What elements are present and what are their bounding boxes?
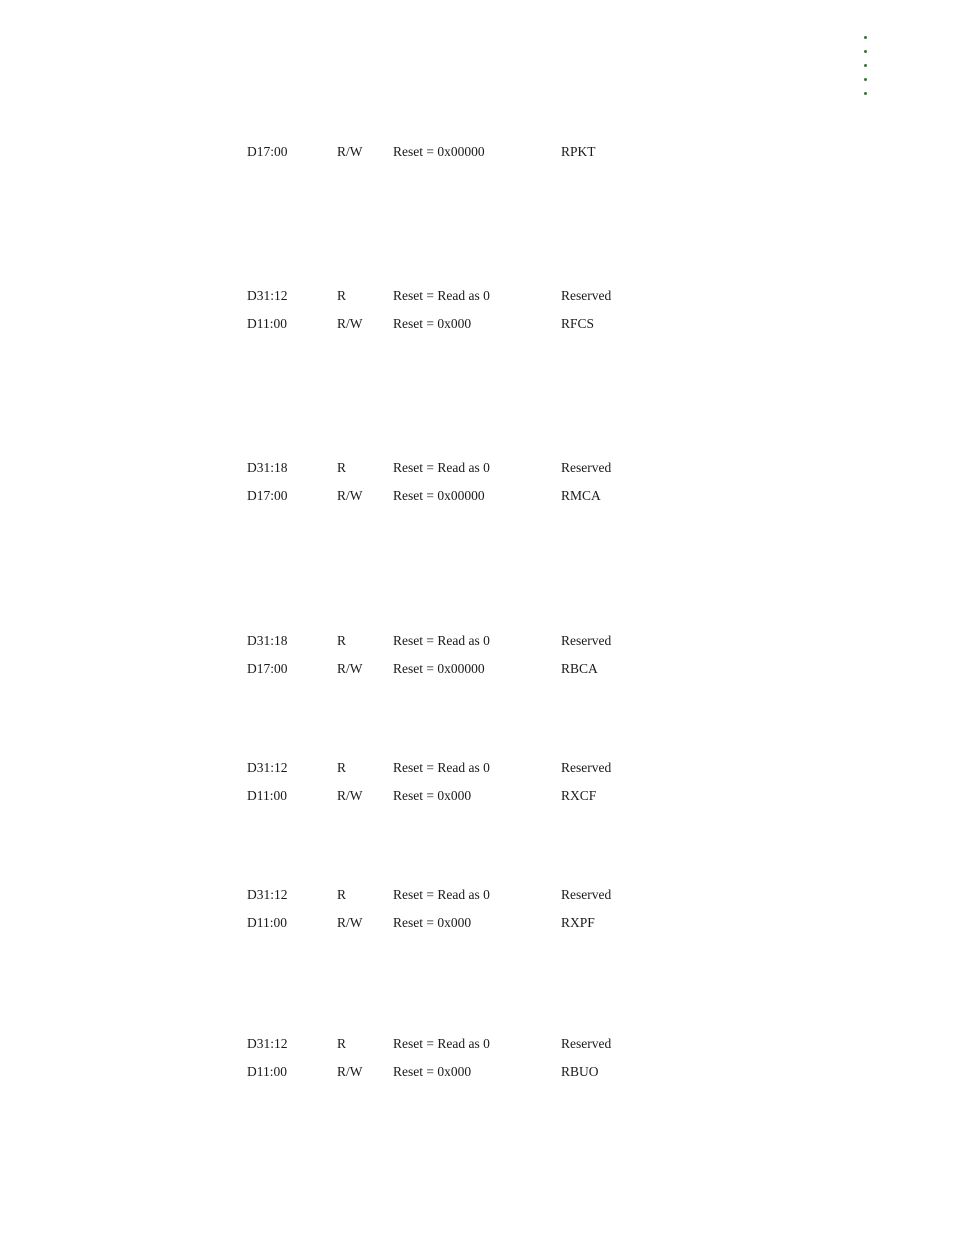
field-name: Reserved	[561, 1036, 612, 1051]
reset-value: Reset = 0x00000	[393, 488, 485, 503]
bit-range: D11:00	[247, 915, 287, 930]
bit-range: D11:00	[247, 1064, 287, 1079]
access-type: R	[337, 760, 347, 775]
field-name: RXCF	[561, 788, 597, 803]
reset-value: Reset = Read as 0	[393, 460, 490, 475]
dot-icon	[864, 92, 867, 95]
dot-icon	[864, 78, 867, 81]
bit-range: D31:12	[247, 288, 288, 303]
reset-value: Reset = Read as 0	[393, 633, 490, 648]
reset-value: Reset = Read as 0	[393, 760, 490, 775]
access-type: R/W	[337, 316, 363, 331]
reset-value: Reset = 0x00000	[393, 661, 485, 676]
access-type: R/W	[337, 488, 363, 503]
bit-range: D31:12	[247, 760, 288, 775]
vertical-dot-leader-icon	[864, 36, 870, 106]
field-name: Reserved	[561, 760, 612, 775]
access-type: R/W	[337, 661, 363, 676]
access-type: R/W	[337, 788, 363, 803]
bit-range: D31:12	[247, 1036, 288, 1051]
reset-value: Reset = 0x000	[393, 915, 472, 930]
reset-value: Reset = 0x00000	[393, 144, 485, 159]
bit-range: D31:18	[247, 460, 288, 475]
reset-value: Reset = Read as 0	[393, 887, 490, 902]
dot-icon	[864, 50, 867, 53]
dot-icon	[864, 36, 867, 39]
field-name: Reserved	[561, 633, 612, 648]
reset-value: Reset = 0x000	[393, 316, 472, 331]
field-name: RXPF	[561, 915, 595, 930]
access-type: R/W	[337, 144, 363, 159]
field-name: RFCS	[561, 316, 595, 331]
bit-range: D17:00	[247, 144, 288, 159]
field-name: RBUO	[561, 1064, 599, 1079]
dot-icon	[864, 64, 867, 67]
reset-value: Reset = Read as 0	[393, 288, 490, 303]
bit-range: D31:18	[247, 633, 288, 648]
reset-value: Reset = Read as 0	[393, 1036, 490, 1051]
bit-range: D31:12	[247, 887, 288, 902]
access-type: R/W	[337, 915, 363, 930]
field-name: RPKT	[561, 144, 596, 159]
reset-value: Reset = 0x000	[393, 1064, 472, 1079]
bit-range: D11:00	[247, 788, 287, 803]
reset-value: Reset = 0x000	[393, 788, 472, 803]
access-type: R	[337, 288, 347, 303]
bit-range: D17:00	[247, 661, 288, 676]
access-type: R	[337, 633, 347, 648]
bit-range: D11:00	[247, 316, 287, 331]
access-type: R	[337, 887, 347, 902]
field-name: Reserved	[561, 288, 612, 303]
field-name: Reserved	[561, 887, 612, 902]
access-type: R/W	[337, 1064, 363, 1079]
access-type: R	[337, 460, 347, 475]
bit-range: D17:00	[247, 488, 288, 503]
field-name: RMCA	[561, 488, 601, 503]
field-name: Reserved	[561, 460, 612, 475]
access-type: R	[337, 1036, 347, 1051]
field-name: RBCA	[561, 661, 598, 676]
